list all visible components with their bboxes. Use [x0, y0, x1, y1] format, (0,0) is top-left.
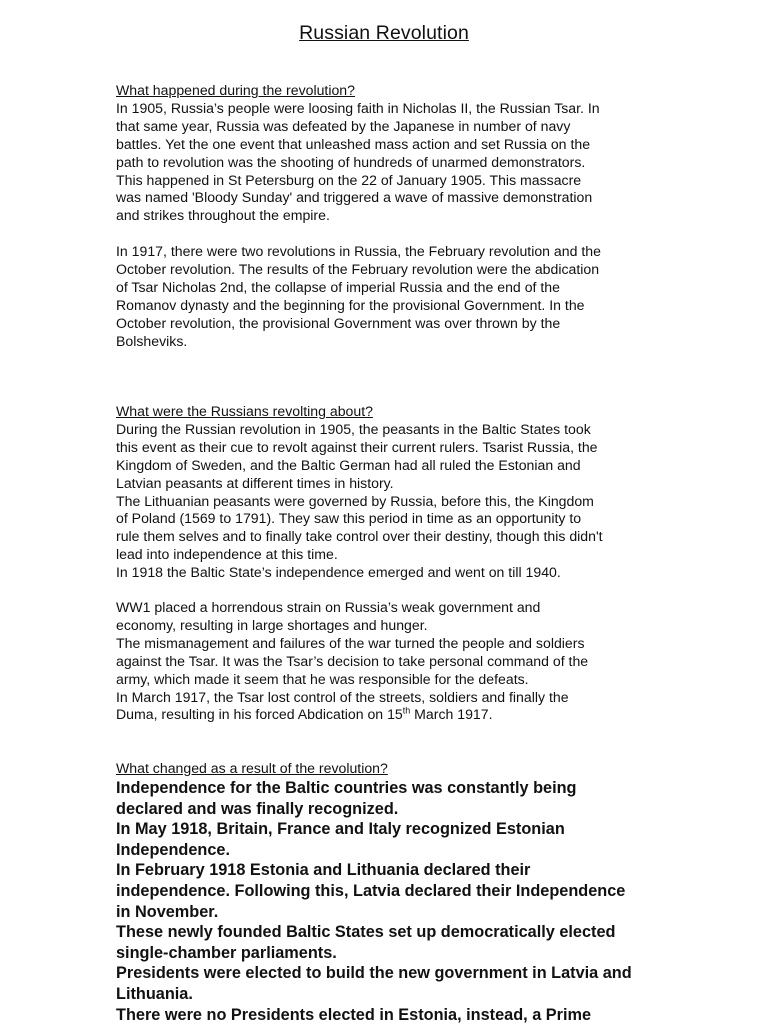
- paragraph: [116, 599, 661, 724]
- text-line: During the Russian revolution in 1905, the peasants in the Baltic States took: [116, 420, 591, 437]
- text-line: lead into independence at this time.: [116, 546, 338, 563]
- text-line: Romanov dynasty and the beginning for the provisional Government. In the: [116, 296, 585, 313]
- text-line: WW1 placed a horrendous strain on Russia’s weak government and: [116, 599, 541, 615]
- text-line: In March 1917, the Tsar lost control of the streets, soldiers and finally the: [116, 688, 569, 705]
- text-line: that same year, Russia was defeated by the Japanese in number of navy: [116, 117, 571, 134]
- text-line: These newly founded Baltic States set up democratically elected: [116, 923, 616, 942]
- paragraph: [116, 100, 661, 225]
- text-line: against the Tsar. It was the Tsar’s decision to take personal command of the: [116, 652, 589, 669]
- text-line: of Poland (1569 to 1791). They saw this period in time as an opportunity to: [116, 510, 582, 527]
- text-line: independence. Following this, Latvia declared their Independence: [116, 881, 626, 900]
- text-line: path to revolution was the shooting of hundreds of unarmed demonstrators.: [116, 153, 586, 170]
- text-line: Independence for the Baltic countries was constantly being: [116, 779, 577, 797]
- text-run: Duma, resulting in his forced Abdication on 15: [116, 706, 403, 723]
- text-line: In February 1918 Estonia and Lithuania declared their: [116, 861, 531, 880]
- paragraph: [116, 421, 661, 582]
- text-line: October revolution. The results of the February revolution were the abdication: [116, 260, 600, 277]
- text-line: Kingdom of Sweden, and the Baltic German had all ruled the Estonian and: [116, 456, 581, 473]
- section-happened: [116, 82, 661, 225]
- text-line: Bolsheviks.: [116, 332, 188, 349]
- text-line: This happened in St Petersburg on the 22 of January 1905. This massacre: [116, 171, 582, 188]
- text-line: There were no Presidents elected in Estonia, instead, a Prime: [116, 1005, 592, 1024]
- text-line: this event as their cue to revolt against their current rulers. Tsarist Russia, the: [116, 438, 598, 455]
- document-title: Russian Revolution: [299, 22, 469, 44]
- text-line: economy, resulting in large shortages and hunger.: [116, 616, 428, 633]
- section-heading: What happened during the revolution?: [116, 82, 355, 98]
- text-line: October revolution, the provisional Government was over thrown by the: [116, 314, 561, 331]
- text-line: declared and was finally recognized.: [116, 799, 399, 818]
- text-line: The Lithuanian peasants were governed by Russia, before this, the Kingdom: [116, 492, 594, 509]
- text-line: In 1905, Russia’s people were loosing faith in Nicholas II, the Russian Tsar. In: [116, 99, 600, 116]
- text-line: army, which made it seem that he was responsible for the defeats.: [116, 670, 529, 687]
- text-line: Independence.: [116, 840, 230, 859]
- text-line: was named 'Bloody Sunday' and triggered a wave of massive demonstration: [116, 189, 593, 206]
- text-line: of Tsar Nicholas 2nd, the collapse of imperial Russia and the end of the: [116, 278, 560, 295]
- text-line: The mismanagement and failures of the war turned the people and soldiers: [116, 634, 585, 651]
- paragraph: [116, 778, 661, 1025]
- section-heading: What were the Russians revolting about?: [116, 403, 373, 419]
- text-line: Latvian peasants at different times in history.: [116, 474, 394, 491]
- text-line: single-chamber parliaments.: [116, 943, 337, 962]
- section-revolting: [116, 403, 661, 582]
- text-line: and strikes throughout the empire.: [116, 207, 330, 224]
- text-line: battles. Yet the one event that unleashed mass action and set Russia on the: [116, 135, 591, 152]
- text-line: In 1917, there were two revolutions in Russia, the February revolution and the: [116, 243, 601, 259]
- text-line: In May 1918, Britain, France and Italy recognized Estonian: [116, 820, 565, 839]
- text-run: March 1917.: [410, 706, 493, 723]
- paragraph: [116, 243, 661, 350]
- section-heading: What changed as a result of the revolution?: [116, 760, 388, 776]
- text-line: in November.: [116, 902, 219, 921]
- section-changed: [116, 760, 661, 778]
- text-line: rule them selves and to finally take control over their destiny, though this didn't: [116, 528, 603, 545]
- text-line: In 1918 the Baltic State’s independence emerged and went on till 1940.: [116, 564, 561, 581]
- text-line: [116, 706, 661, 724]
- text-line: Presidents were elected to build the new government in Latvia and: [116, 964, 632, 983]
- superscript: th: [402, 705, 411, 716]
- text-line: Lithuania.: [116, 984, 193, 1003]
